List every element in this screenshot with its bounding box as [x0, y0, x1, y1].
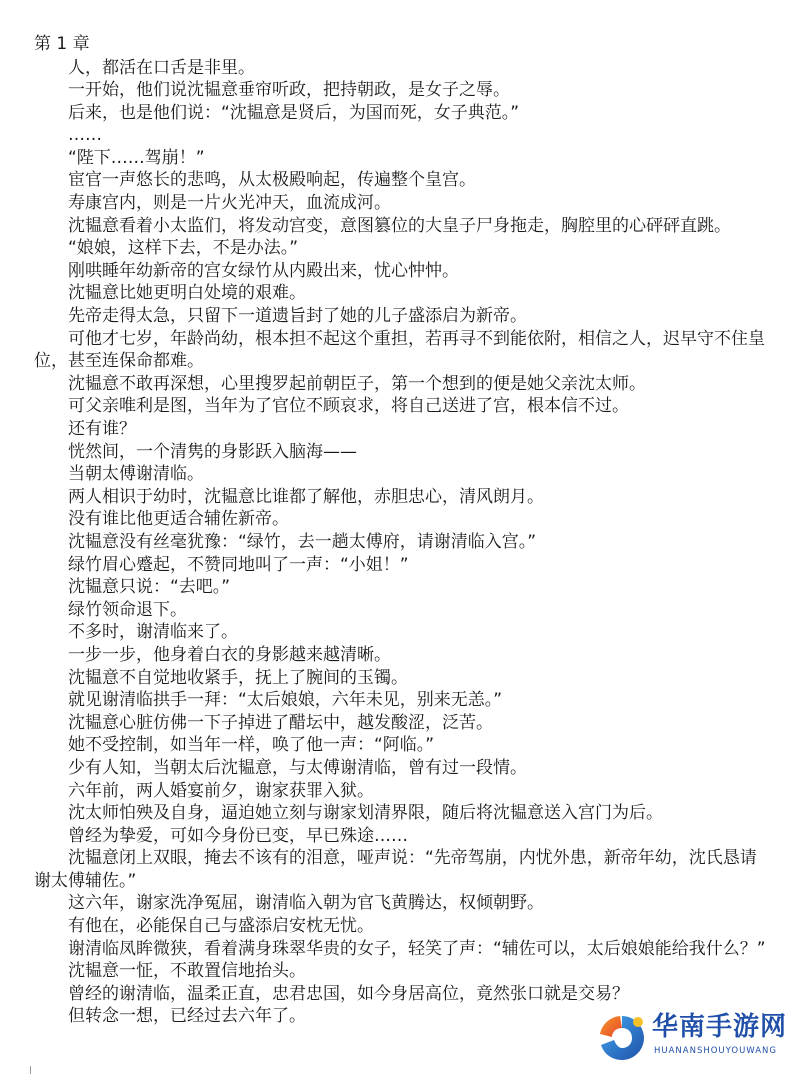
- paragraph: 沈韫意比她更明白处境的艰难。: [68, 283, 306, 304]
- watermark-title: 华南手游网: [652, 1012, 788, 1042]
- paragraph: 但转念一想，已经过去六年了。: [68, 1006, 306, 1027]
- paragraph: 沈韫意一怔，不敢置信地抬头。: [68, 961, 306, 982]
- paragraph: 有他在，必能保自己与盛添启安枕无忧。: [68, 916, 374, 937]
- paragraph: 曾经为挚爱，可如今身份已变，早已殊途……: [68, 825, 408, 846]
- paragraph: 一开始，他们说沈韫意垂帘听政，把持朝政，是女子之辱。: [68, 80, 510, 101]
- chapter-body: [34, 57, 770, 1029]
- paragraph: 谢清临凤眸微狭，看着满身珠翠华贵的女子，轻笑了声：“辅佐可以，太后娘娘能给我什么？”: [68, 938, 766, 959]
- paragraph: ……: [68, 125, 102, 146]
- page-corner-mark: [30, 1066, 31, 1074]
- paragraph: 她不受控制，如当年一样，唤了他一声：“阿临。”: [68, 735, 435, 756]
- watermark-subtitle: HUANANSHOUYOUWANG: [654, 1046, 777, 1056]
- paragraph: 就见谢清临拱手一拜：“太后娘娘，六年未见，别来无恙。”: [68, 690, 503, 711]
- paragraph: 沈韫意不自觉地收紧手，抚上了腕间的玉镯。: [68, 667, 408, 688]
- paragraph: 可他才七岁，年龄尚幼，根本担不起这个重担，若再寻不到能依附，相信之人，迟早守不住皇位，甚至连保命都难。: [34, 328, 765, 372]
- paragraph: 两人相识于幼时，沈韫意比谁都了解他，赤胆忠心，清风朗月。: [68, 486, 544, 507]
- paragraph: 恍然间，一个清隽的身影跃入脑海——: [68, 441, 357, 462]
- paragraph: 人，都活在口舌是非里。: [68, 57, 255, 78]
- site-watermark: [594, 1006, 794, 1068]
- paragraph: 沈韫意不敢再深想，心里搜罗起前朝臣子，第一个想到的便是她父亲沈太师。: [68, 373, 646, 394]
- paragraph: 这六年，谢家洗净冤屈，谢清临入朝为官飞黄腾达，权倾朝野。: [68, 893, 544, 914]
- chapter-title: 第 1 章: [34, 34, 90, 54]
- paragraph: 绿竹眉心蹙起，不赞同地叫了一声：“小姐！”: [68, 554, 409, 575]
- paragraph: 沈太师怕殃及自身，逼迫她立刻与谢家划清界限，随后将沈韫意送入宫门为后。: [68, 803, 663, 824]
- paragraph: 刚哄睡年幼新帝的宫女绿竹从内殿出来，忧心忡忡。: [68, 260, 459, 281]
- paragraph: 还有谁？: [68, 419, 136, 439]
- paragraph: 当朝太傅谢清临。: [68, 464, 204, 485]
- paragraph: 宦官一声悠长的悲鸣，从太极殿响起，传遍整个皇宫。: [68, 170, 476, 191]
- paragraph: 六年前，两人婚宴前夕，谢家获罪入狱。: [68, 780, 374, 801]
- game-logo-icon: [594, 1010, 650, 1066]
- paragraph: 曾经的谢清临，温柔正直，忠君忠国，如今身居高位，竟然张口就是交易？: [68, 983, 629, 1004]
- paragraph: 少有人知，当朝太后沈韫意，与太傅谢清临，曾有过一段情。: [68, 757, 527, 778]
- paragraph: 沈韫意没有丝毫犹豫：“绿竹，去一趟太傅府，请谢清临入宫。”: [68, 531, 537, 552]
- paragraph: 一步一步，他身着白衣的身影越来越清晰。: [68, 644, 391, 665]
- paragraph: 沈韫意看着小太监们，将发动宫变，意图篡位的大皇子尸身拖走，胸腔里的心砰砰直跳。: [68, 215, 731, 236]
- paragraph: 后来，也是他们说：“沈韫意是贤后，为国而死，女子典范。”: [68, 102, 520, 123]
- paragraph: 沈韫意闭上双眼，掩去不该有的泪意，哑声说：“先帝驾崩，内忧外患，新帝年幼，沈氏恳请谢太傅辅佐。”: [34, 848, 757, 891]
- paragraph: “陛下……驾崩！”: [68, 147, 205, 168]
- paragraph: 可父亲唯利是图，当年为了官位不顾哀求，将自己送进了宫，根本信不过。: [68, 396, 629, 417]
- paragraph: 沈韫意只说：“去吧。”: [68, 577, 231, 598]
- paragraph: 绿竹领命退下。: [68, 599, 187, 620]
- paragraph: “娘娘，这样下去，不是办法。”: [68, 238, 299, 259]
- paragraph: 不多时，谢清临来了。: [68, 622, 238, 643]
- paragraph: 寿康宫内，则是一片火光冲天，血流成河。: [68, 193, 391, 214]
- paragraph: 沈韫意心脏仿佛一下子掉进了醋坛中，越发酸涩，泛苦。: [68, 712, 493, 733]
- paragraph: 没有谁比他更适合辅佐新帝。: [68, 509, 289, 530]
- paragraph: 先帝走得太急，只留下一道遗旨封了她的儿子盛添启为新帝。: [68, 306, 527, 327]
